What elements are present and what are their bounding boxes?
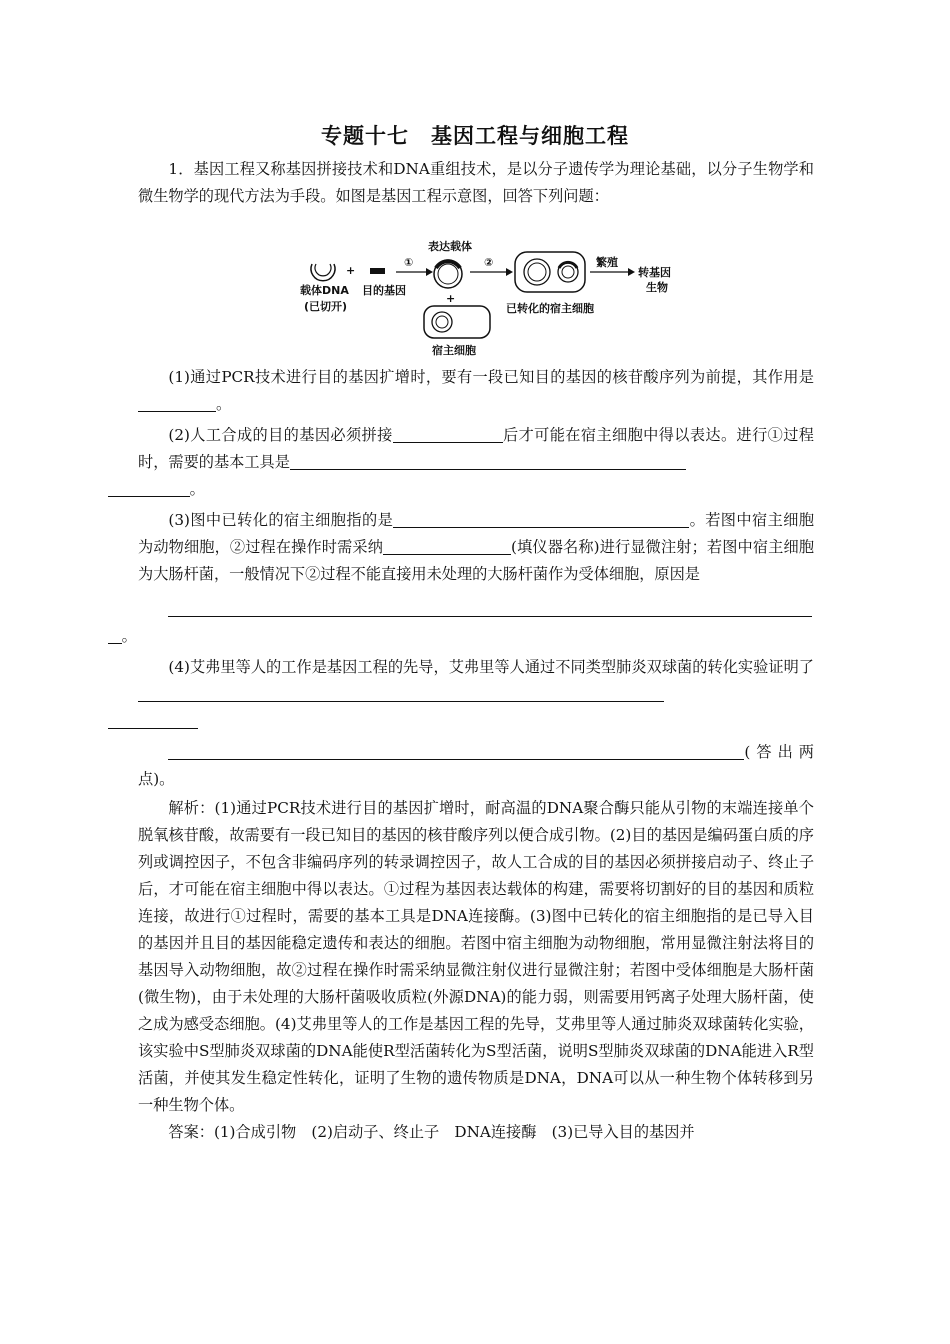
propagation-label: 繁殖 [596,256,618,269]
answer-paragraph: 答案：(1)合成引物 (2)启动子、终止子 DNA连接酶 (3)已导入目的基因并 [168,1123,695,1141]
q1-3b-text: 。若图中宿主细胞为动物细胞，②过程在操作时需采纳 [138,511,815,556]
question-1-part-1 [138,364,814,418]
answer-blank-3[interactable] [290,451,686,470]
question-1-intro [138,156,814,210]
q1-4-end: (答出两点)。 [138,743,814,788]
host-cell-shape [424,306,490,338]
answer-blank-5[interactable] [383,536,511,555]
plus-sign-1: + [346,264,356,277]
transformed-cell-label: 已转化的宿主细胞 [506,302,594,315]
genetic-engineering-diagram [300,236,690,358]
q1-2a-text: (2)人工合成的目的基因必须拼接 [168,426,393,444]
plus-sign-2: + [446,292,456,305]
transgenic-label-line1: 转基因 [638,266,671,279]
q1-4a-text: (4)艾弗里等人的工作是基因工程的先导，艾弗里等人通过不同类型肺炎双球菌的转化实验证明了 [168,658,814,676]
q1-1-text: (1)通过PCR技术进行目的基因扩增时，要有一段已知目的基因的核苷酸序列为前提，其作用是 [168,368,814,386]
question-1-part-3 [138,507,814,588]
q1-3-end: 。 [121,627,137,645]
question-1-part-4 [138,654,814,735]
answer-blank-3b[interactable] [108,478,190,497]
q1-1-end: 。 [216,395,232,413]
answer-blank-7b[interactable] [108,710,198,729]
answer-blank-7[interactable] [138,683,664,702]
question-1-part-3-blank-line [121,596,814,650]
question-1-part-2 [138,422,814,503]
step-2-label: ② [484,256,494,269]
answer-blank-6[interactable] [168,598,812,617]
target-gene-label: 目的基因 [362,284,406,297]
step-1-label: ① [404,256,414,269]
answer-blank-8[interactable] [168,741,744,760]
target-gene-shape [370,268,385,274]
expression-vector-label: 表达载体 [428,240,472,253]
question-1-part-4-blank-line [138,739,814,793]
answer-blank-4[interactable] [393,509,689,528]
page-title: 专题十七 基因工程与细胞工程 [321,124,629,148]
q1-2b-text: 后才可能在宿主细胞中得以表达。进行①过程时，需要的基本工具是 [138,426,814,471]
transgenic-label-line2: 生物 [646,281,668,294]
host-cell-label: 宿主细胞 [432,344,476,357]
vector-dna-label: 载体DNA [300,284,349,297]
analysis-paragraph: 解析：(1)通过PCR技术进行目的基因扩增时，耐高温的DNA聚合酶只能从引物的末端连接单个脱氧核苷酸，故需要有一段已知目的基因的核苷酸序列以便合成引物。(2)目的基因是编码蛋白质的序列或调控因子，不包含非编码序列的转录调控因子，故人工合成的目的基因必须拼接启动子、终止子后，才可能在宿主细胞中得以表达。①过程为基因表达载体的构建，需要将切割好的目的基因和质粒连接，故进行①过程时，需要的基本工具是DNA连接酶。(3)图中已转化的宿主细胞指的是已导入目的基因并且目的基因能稳定遗传和表达的细胞。若图中宿主细胞为动物细胞，常用显微注射法将目的基因导入动物细胞，故②过程在操作时需采纳显微注射仪进行显微注射；若图中受体细胞是大肠杆菌(微生物)，由于未处理的大肠杆菌吸收质粒(外源DNA)的能力弱，则需要用钙离子处理大肠杆菌，使之成为感受态细胞。(4)艾弗里等人的工作是基因工程的先导，艾弗里等人通过肺炎双球菌转化实验，该实验中S型肺炎双球菌的DNA能使R型活菌转化为S型活菌，说明S型肺炎双球菌的DNA能进入R型活菌，并使其发生稳定性转化，证明了生物的遗传物质是DNA，DNA可以从一种生物个体转移到另一种生物个体。 [138,799,814,1114]
answer-blank-6b[interactable] [108,625,122,644]
q1-3a-text: (3)图中已转化的宿主细胞指的是 [168,511,394,529]
questions-block [121,364,815,1146]
question-1-stem: 1．基因工程又称基因拼接技术和DNA重组技术，是以分子遗传学为理论基础，以分子生物学和微生物学的现代方法为手段。如图是基因工程示意图，回答下列问题： [138,160,814,205]
answer-blank-1[interactable] [138,393,216,412]
q1-2-end: 。 [189,480,205,498]
q1-3c-text: (填仪器名称)进行显微注射；若图中宿主细胞为大肠杆菌，一般情况下②过程不能直接用未处理的大肠杆菌作为受体细胞，原因是 [138,538,815,583]
answer-blank-2[interactable] [393,424,503,443]
vector-dna-cut-label: (已切开) [304,300,348,313]
